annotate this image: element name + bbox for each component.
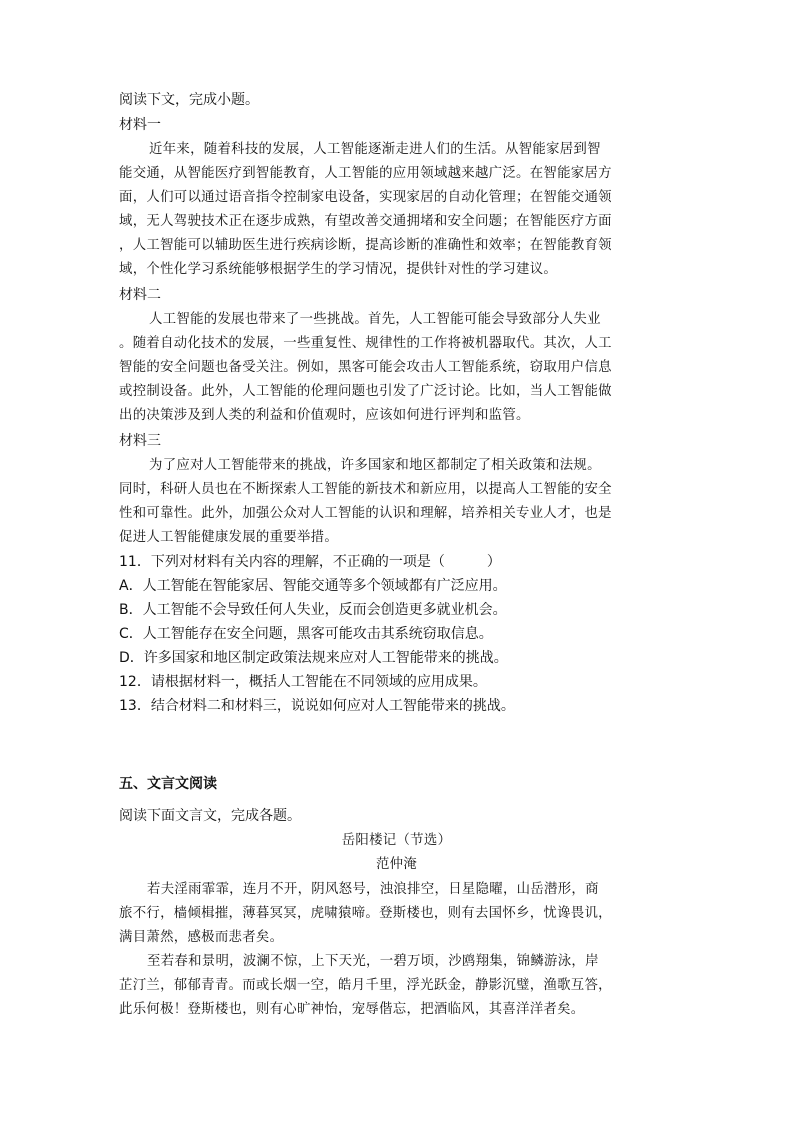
- option-d: D．许多国家和地区制定政策法规来应对人工智能带来的挑战。: [119, 650, 508, 666]
- material-2-line: 出的决策涉及到人类的利益和价值观时，应该如何进行评判和监管。: [119, 408, 530, 423]
- material-3-line: 促进人工智能健康发展的重要举措。: [119, 530, 339, 545]
- material-2-line: 人工智能的发展也带来了一些挑战。首先，人工智能可能会导致部分人失业: [149, 312, 601, 327]
- material-1-line: 域，个性化学习系统能够根据学生的学习情况，提供针对性的学习建议。: [119, 262, 558, 277]
- question-13: 13．结合材料二和材料三，说说如何应对人工智能带来的挑战。: [119, 698, 515, 714]
- passage-2-line: 至若春和景明，波澜不惊，上下天光，一碧万顷，沙鸥翔集，锦鳞游泳，岸: [147, 954, 599, 969]
- material-1-line: 面，人们可以通过语音指令控制家电设备，实现家居的自动化管理；在智能交通领: [119, 190, 612, 205]
- poem-title: 岳阳楼记（节选）: [341, 833, 452, 848]
- material-2-line: 或控制设备。此外，人工智能的伦理问题也引发了广泛讨论。比如，当人工智能做: [119, 384, 612, 399]
- material-1-line: ，人工智能可以辅助医生进行疾病诊断，提高诊断的准确性和效率；在智能教育领: [119, 238, 612, 253]
- material-1-line: 域，无人驾驶技术正在逐步成熟，有望改善交通拥堵和安全问题；在智能医疗方面: [119, 214, 612, 229]
- material-1-title: 材料一: [119, 117, 161, 133]
- poem-author: 范仲淹: [375, 857, 418, 872]
- passage-1-line: 满目萧然，感极而悲者矣。: [119, 930, 284, 945]
- material-2-title: 材料二: [119, 287, 161, 303]
- question-11: 11．下列对材料有关内容的理解，不正确的一项是（ ）: [119, 554, 501, 570]
- question-12: 12．请根据材料一，概括人工智能在不同领域的应用成果。: [119, 674, 487, 690]
- material-3-line: 性和可靠性。此外，加强公众对人工智能的认识和理解，培养相关专业人才，也是: [119, 506, 612, 521]
- passage-1-line: 若夫淫雨霏霏，连月不开，阴风怒号，浊浪排空，日星隐曜，山岳潜形，商: [147, 882, 599, 897]
- reading-instruction-2: 阅读下面文言文，完成各题。: [119, 808, 301, 824]
- material-2-line: 。随着自动化技术的发展，一些重复性、规律性的工作将被机器取代。其次，人工: [119, 336, 612, 351]
- section-5-heading: 五、文言文阅读: [119, 776, 217, 792]
- option-a: A．人工智能在智能家居、智能交通等多个领域都有广泛应用。: [119, 578, 507, 594]
- option-c: C．人工智能存在安全问题，黑客可能攻击其系统窃取信息。: [119, 626, 493, 642]
- reading-instruction: 阅读下文，完成小题。: [119, 92, 259, 108]
- material-1-line: 能交通，从智能医疗到智能教育，人工智能的应用领域越来越广泛。在智能家居方: [119, 166, 612, 181]
- passage-1-line: 旅不行，樯倾楫摧，薄暮冥冥，虎啸猿啼。登斯楼也，则有去国怀乡，忧谗畏讥，: [119, 906, 612, 921]
- material-1-line: 近年来，随着科技的发展，人工智能逐渐走进人们的生活。从智能家居到智: [149, 142, 601, 157]
- passage-2-line: 此乐何极！登斯楼也，则有心旷神怡，宠辱偕忘，把酒临风，其喜洋洋者矣。: [119, 1002, 585, 1017]
- material-3-line: 为了应对人工智能带来的挑战，许多国家和地区都制定了相关政策和法规。: [149, 458, 601, 473]
- material-2-line: 智能的安全问题也备受关注。例如，黑客可能会攻击人工智能系统，窃取用户信息: [119, 360, 612, 375]
- option-b: B．人工智能不会导致任何人失业，反而会创造更多就业机会。: [119, 602, 507, 618]
- material-3-line: 同时，科研人员也在不断探索人工智能的新技术和新应用，以提高人工智能的安全: [119, 482, 612, 497]
- passage-2-line: 芷汀兰，郁郁青青。而或长烟一空，皓月千里，浮光跃金，静影沉璧，渔歌互答，: [119, 978, 612, 993]
- material-3-title: 材料三: [119, 433, 161, 449]
